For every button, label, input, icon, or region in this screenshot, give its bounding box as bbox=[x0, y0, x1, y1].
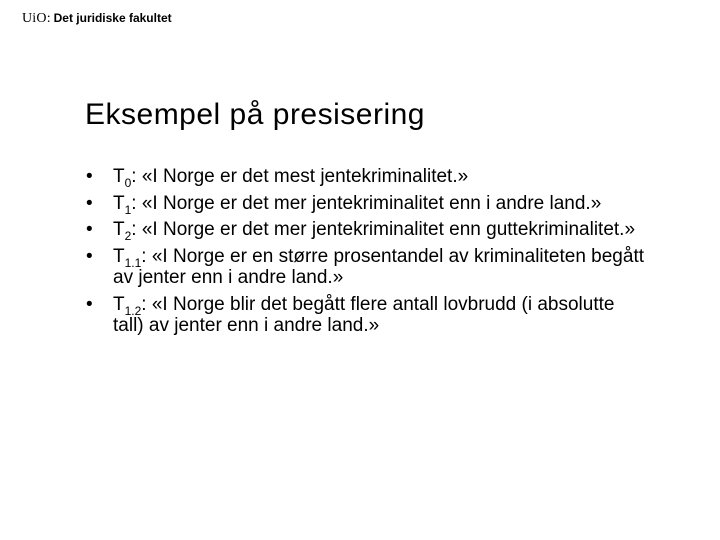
bullet-subscript: 0 bbox=[124, 176, 132, 190]
bullet-item bbox=[85, 193, 645, 215]
bullet-text: : «I Norge er det mer jentekriminalitet enn i andre land.» bbox=[131, 192, 602, 214]
bullet-icon: • bbox=[86, 192, 93, 214]
bullet-text: : «I Norge blir det begått flere antall lovbrudd (i absolutte tall) av jenter enn i andre land.» bbox=[113, 293, 615, 336]
bullet-symbol: T bbox=[113, 293, 125, 315]
bullet-symbol: T bbox=[113, 245, 125, 267]
bullet-item bbox=[85, 166, 645, 188]
bullet-item bbox=[85, 246, 645, 289]
bullet-icon: • bbox=[86, 245, 93, 267]
bullet-item bbox=[85, 294, 645, 337]
logo-separator: : bbox=[46, 11, 51, 26]
bullet-icon: • bbox=[86, 166, 93, 187]
uio-logo: UiO bbox=[22, 11, 47, 26]
bullet-item bbox=[85, 219, 645, 241]
bullet-subscript: 1.1 bbox=[124, 255, 142, 270]
bullet-symbol: T bbox=[113, 166, 125, 187]
bullet-text: : «I Norge er en større prosentandel av kriminaliteten begått av jenter enn i andre land.» bbox=[113, 245, 644, 288]
bullet-icon: • bbox=[86, 219, 93, 240]
bullet-icon: • bbox=[86, 293, 93, 315]
bullet-text: : «I Norge er det mest jentekriminalitet.» bbox=[131, 166, 469, 187]
header bbox=[22, 11, 172, 29]
bullet-list bbox=[85, 166, 645, 342]
bullet-symbol: T bbox=[113, 192, 125, 214]
slide-title: Eksempel på presisering bbox=[85, 98, 425, 131]
bullet-subscript: 1.2 bbox=[124, 303, 142, 318]
bullet-symbol: T bbox=[113, 219, 125, 240]
bullet-text: : «I Norge er det mer jentekriminalitet enn guttekriminalitet.» bbox=[131, 219, 636, 240]
faculty-name: Det juridiske fakultet bbox=[53, 11, 172, 25]
bullet-subscript: 2 bbox=[124, 229, 132, 243]
bullet-subscript: 1 bbox=[124, 202, 132, 217]
